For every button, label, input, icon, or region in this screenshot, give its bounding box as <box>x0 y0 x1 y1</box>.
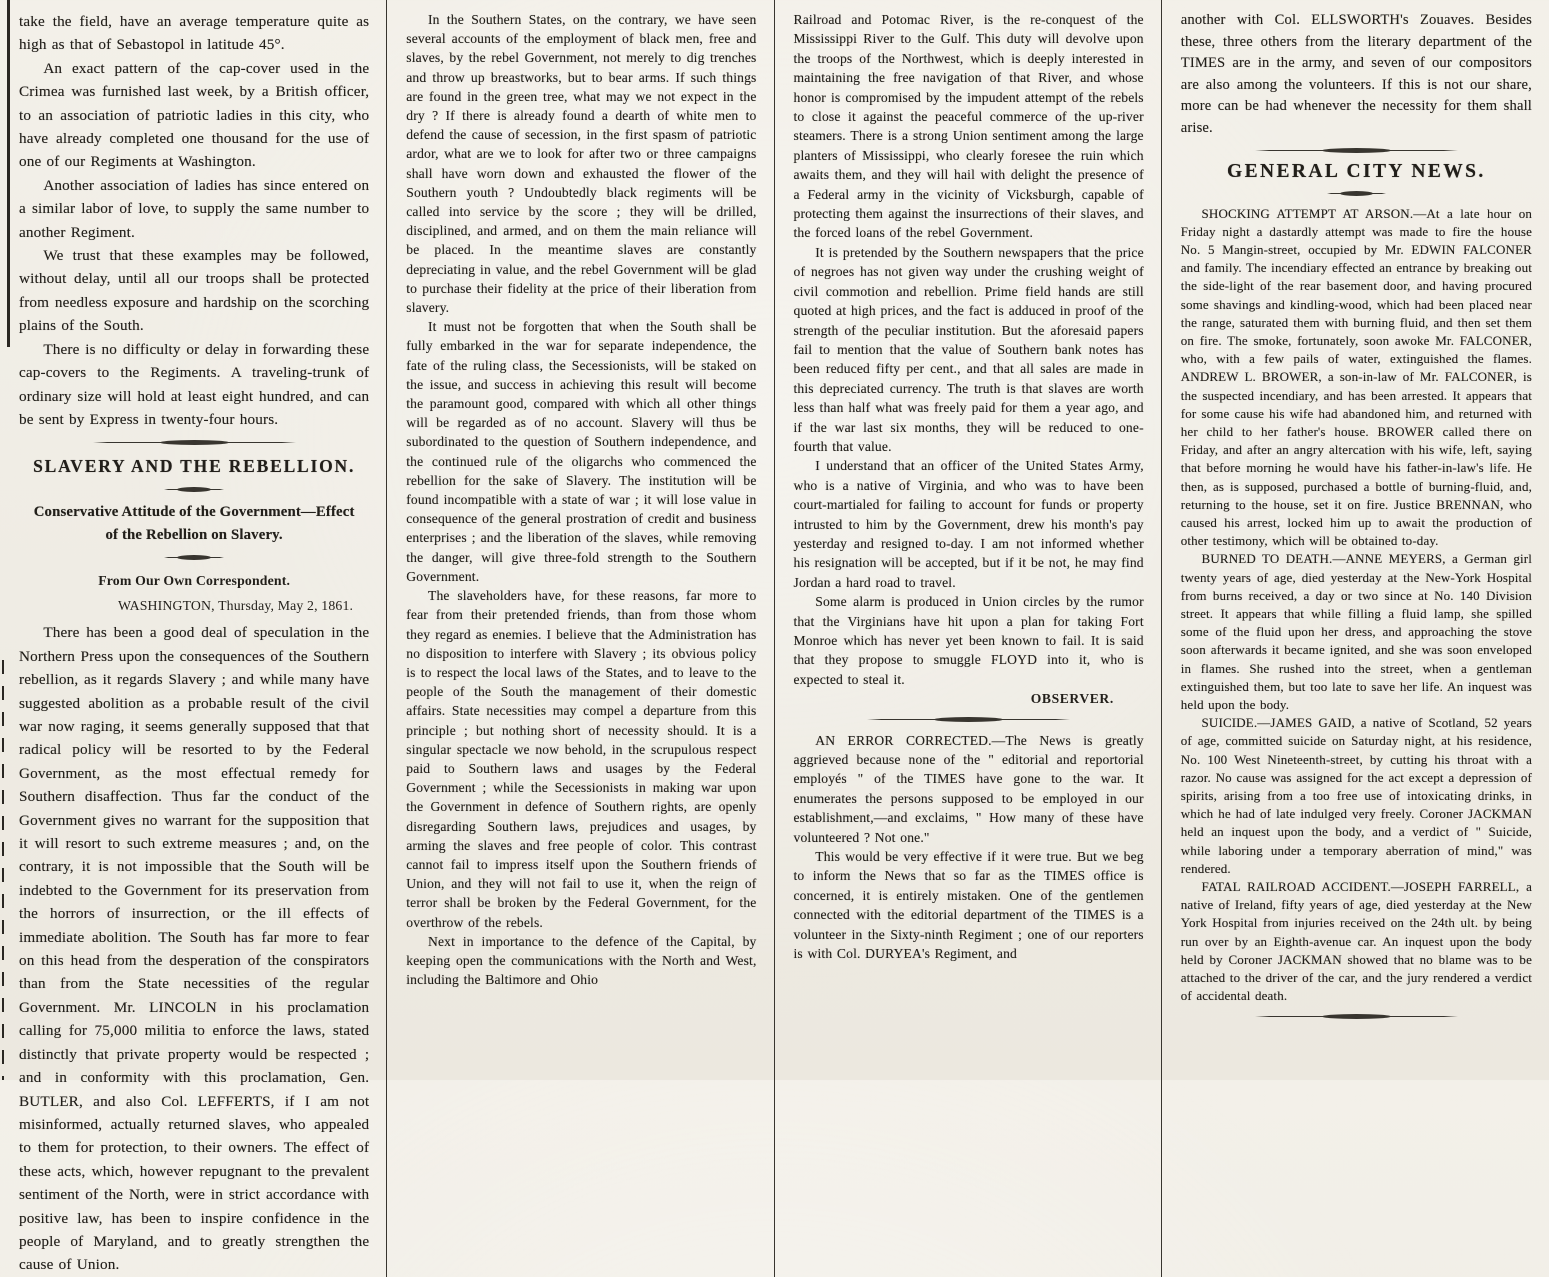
paragraph: take the field, have an average temperature quite as high as that of Sebastopol in latitude 45°. <box>19 13 370 54</box>
headline: SLAVERY AND THE REBELLION. <box>33 456 356 477</box>
section-rule <box>93 439 296 445</box>
column-3 <box>775 0 1162 1277</box>
signature: OBSERVER. <box>1030 691 1114 707</box>
section-rule <box>164 487 224 493</box>
paragraph: It must not be forgotten that when the South shall be fully embarked in the war for separate independence, the fate of the ruling class, the Secessionists, will be staked on the issue, and success in achieving this result will become the paramount good, compared with which all other things will be regarded as of no account. Slavery will thus be subordinated to the question of Southern independence, and the continued rule of the oligarchs who commenced the rebellion for the sake of Slavery. The institution will be found incompatible with a state of war ; it will lose value in consequence of the general prostration of credit and business enterprises ; and the liberation of the slaves, while removing the danger, will give three-fold strength to the Southern Government. <box>406 319 757 584</box>
section-rule <box>1255 1013 1459 1019</box>
dateline: WASHINGTON, Thursday, May 2, 1861. <box>117 597 354 613</box>
paragraph: I understand that an officer of the United States Army, who is a native of Virginia, and who was to have been court-martialed for failing to account for funds or property intrusted to him by the Government, drew his month's pay yesterday and resigned to-day. I am not informed whether his resignation will be accepted, but if it be not, he may find Jordan a hard road to travel. <box>793 458 1144 590</box>
section-rule <box>867 717 1070 723</box>
column-2 <box>387 0 774 1277</box>
section-rule <box>1255 147 1459 153</box>
paragraph: AN ERROR CORRECTED.—The News is greatly aggrieved because none of the " editorial and reportorial employés " of the TIMES have gone to the war. It enumerates the persons supposed to be employed in our establishment,—and exclaims, " How many of these have volunteered ? Not one." <box>793 732 1144 845</box>
byline: From Our Own Correspondent. <box>98 572 291 588</box>
subheadline: Conservative Attitude of the Government—Effect of the Rebellion on Slavery. <box>33 503 355 543</box>
column-4 <box>1162 0 1549 1277</box>
section-rule <box>1327 191 1387 197</box>
scan-edge-line <box>2 660 4 1080</box>
paragraph: It is pretended by the Southern newspapers that the price of negroes has not given way under the crushing weight of civil commotion and rebellion. Prime field hands are still quoted at high prices, and the fact is adduced in proof of the strength of the peculiar institution. But the aforesaid papers fail to mention that the value of Southern bank notes has been reduced fifty per cent., and that all sales are made in this depreciated currency. The truth is that slaves are worth less than half what was freely paid for them a year ago, and if the war last six months, they will be reduced to one-fourth that value. <box>793 244 1144 454</box>
paragraph: SUICIDE.—JAMES GAID, a native of Scotland, 52 years of age, committed suicide on Saturday night, at his residence, No. 100 West Nineteenth-street, by cutting his throat with a razor. No cause was assigned for the act except a depression of spirits, arising from a too free use of intoxicating drinks, in which he had of late indulged very freely. Coroner JACKMAN held an inquest upon the body, and a verdict of " Suicide, while laboring under a temporary aberration of mind," was rendered. <box>1180 715 1532 876</box>
paragraph: SHOCKING ATTEMPT AT ARSON.—At a late hour on Friday night a dastardly attempt was made to fire the house No. 5 Mangin-street, occupied by Mr. EDWIN FALCONER and family. The incendiary effected an entrance by breaking out the side-light of the rear basement door, and having procured some shavings and kindling-wood, which had been placed near the range, saturated them with burning fluid, and then set them on fire. The smoke, fortunately, soon awoke Mr. FALCONER, who, with a few pails of water, extinguished the flames. ANDREW L. BROWER, a son-in-law of Mr. FALCONER, is the suspected incendiary, and has been arrested. It appears that for some cause his wife had abandoned him, and returned with her child to her father's house. BROWER called there on Friday, and after an angry altercation with his wife, left, saying that before morning he would have his father-in-law's life. He then, as is supposed, purchased a bottle of burning-fluid, and, returning to the house, set it on fire. Justice BRENNAN, who caused his arrest, locked him up to await the production of other testimony, which will be obtained to-day. <box>1180 205 1532 549</box>
paragraph: Railroad and Potomac River, is the re-conquest of the Mississippi River to the Gulf. This duty will devolve upon the troops of the Northwest, which is deeply interested in maintaining the free navigation of that River, and whose honor is compromised by the impudent attempt of the rebels to close it against the peaceful commerce of the up-river steamers. There is a strong Union sentiment among the large planters of Mississippi, who clearly foresee the ruin which awaits them, and they will hail with delight the presence of a Federal army in the vicinity of Vicksburgh, capable of protecting them against the insurrections of their slaves, and the forced loans of the rebel Government. <box>793 12 1144 241</box>
paragraph: Some alarm is produced in Union circles by the rumor that the Virginians have hit upon a plan for taking Fort Monroe which has never yet been known to fail. It is said that they propose to smuggle FLOYD into it, who is expected to steal it. <box>793 594 1144 687</box>
paragraph: Another association of ladies has since entered on a similar labor of love, to supply the same number to another Regiment. <box>19 176 370 241</box>
column-1 <box>0 0 387 1277</box>
paragraph: another with Col. ELLSWORTH's Zouaves. Besides these, three others from the literary department of the TIMES are in the army, and seven of our compositors are also among the volunteers. If this is not our share, more can be had whenever the necessity for them shall arise. <box>1180 12 1532 136</box>
paragraph: In the Southern States, on the contrary, we have seen several accounts of the employment of black men, free and slaves, by the rebel Government, not merely to dig trenches and throw up breastworks, but to bear arms. If such things are found in the green tree, what may we not expect in the dry ? If there is already found a dearth of white men to defend the cause of secession, in the first spasm of patriotic ardor, what are we to look for after two or three campaigns shall have worn down and exhausted the flower of the Southern youth ? Undoubtedly black regiments will be called into service by the score ; they will be drilled, disciplined, and armed, and on them the main reliance will be placed. In the meantime slaves are constantly depreciating in value, and the rebel Government will be glad to purchase their fidelity at the price of their liberation from slavery. <box>406 12 757 316</box>
paragraph: An exact pattern of the cap-cover used in the Crimea was furnished last week, by a British officer, to an association of patriotic ladies in this city, who have already completed one thousand for the use of one of our Regiments at Washington. <box>19 59 370 171</box>
paragraph: Next in importance to the defence of the Capital, by keeping open the communications with the North and West, including the Baltimore and Ohio <box>406 933 757 988</box>
paragraph: We trust that these examples may be followed, without delay, until all our troops shall be protected from needless exposure and hardship on the scorching plains of the South. <box>19 247 370 335</box>
section-rule <box>164 555 224 561</box>
paragraph: There has been a good deal of speculation in the Northern Press upon the consequences of the Southern rebellion, as it regards Slavery ; and while many have suggested abolition as a probable result of the civil war now raging, it seems generally supposed that that radical policy will be resorted to by the Federal Government, as the most effectual remedy for Southern disaffection. Thus far the conduct of the Government gives no warrant for the supposition that it will resort to such extreme measures ; and, on the contrary, it is not impossible that the South will be indebted to the Government for its preservation from the horrors of insurrection, or the ill effects of immediate abolition. The South has far more to fear on this head from the desperation of the conspirators than from the State necessities of the regular Government. Mr. LINCOLN in his proclamation calling for 75,000 militia to enforce the laws, stated distinctly that private property would be respected ; and in conformity with this proclamation, Gen. BUTLER, and also Col. LEFFERTS, if I am not misinformed, actually returned slaves, who appealed to them for protection, to their owners. The effect of these acts, which, however repugnant to the prevalent sentiment of the North, were in strict accordance with positive law, has been to inspire confidence in the people of Maryland, and to greatly strengthen the cause of Union. <box>19 624 370 1274</box>
paragraph: The slaveholders have, for these reasons, far more to fear from their pretended friends, than from those whom they regard as enemies. I believe that the Administration has no disposition to interfere with Slavery ; its obvious policy is to respect the local laws of the States, and to leave to the people of the South the management of their domestic affairs. State necessities may compel a departure from this principle ; but nothing short of necessity should. It is a singular spectacle we now behold, in the scrupulous respect paid to Southern laws and usages by the Federal Government ; while the Secessionists in making war upon the Government in defence of Southern rights, are openly disregarding Southern laws, prejudices and usages, by arming the slaves and free people of color. This contrast cannot fail to impress itself upon the Southern friends of Union, and they will not fail to use it, when the reign of terror shall be broken by the Federal Government, for the overthrow of the rebels. <box>406 588 757 930</box>
scan-edge-line <box>7 0 10 347</box>
paragraph: This would be very effective if it were true. But we beg to inform the News that so far as the TIMES office is concerned, it is entirely mistaken. One of the gentlemen connected with the editorial department of the TIMES is a volunteer in the Sixty-ninth Regiment ; one of our reporters is with Col. DURYEA's Regiment, and <box>793 849 1144 962</box>
paragraph: There is no difficulty or delay in forwarding these cap-covers to the Regiments. A traveling-trunk of ordinary size will hold at least eight hundred, and can be sent by Express in twenty-four hours. <box>19 340 370 428</box>
paragraph: BURNED TO DEATH.—ANNE MEYERS, a German girl twenty years of age, died yesterday at the New-York Hospital from burns received, a day or two since at No. 140 Division street. It appears that while filling a fluid lamp, she spilled some of the fluid upon her dress, and approaching the stove soon afterwards it became ignited, and she was soon enveloped in flames. She rushed into the street, when a gentleman extinguished them, but too late to save her life. An inquest was held upon the body. <box>1180 551 1532 712</box>
headline: GENERAL CITY NEWS. <box>1227 161 1486 182</box>
paragraph: FATAL RAILROAD ACCIDENT.—JOSEPH FARRELL, a native of Ireland, fifty years of age, died yesterday at the New York Hospital from injuries received on the 24th ult. by being run over by an Eighth-avenue car. An inquest upon the body held by Coroner JACKMAN showed that no blame was to be attached to the driver of the car, and the jury rendered a verdict of accidental death. <box>1180 879 1532 1004</box>
